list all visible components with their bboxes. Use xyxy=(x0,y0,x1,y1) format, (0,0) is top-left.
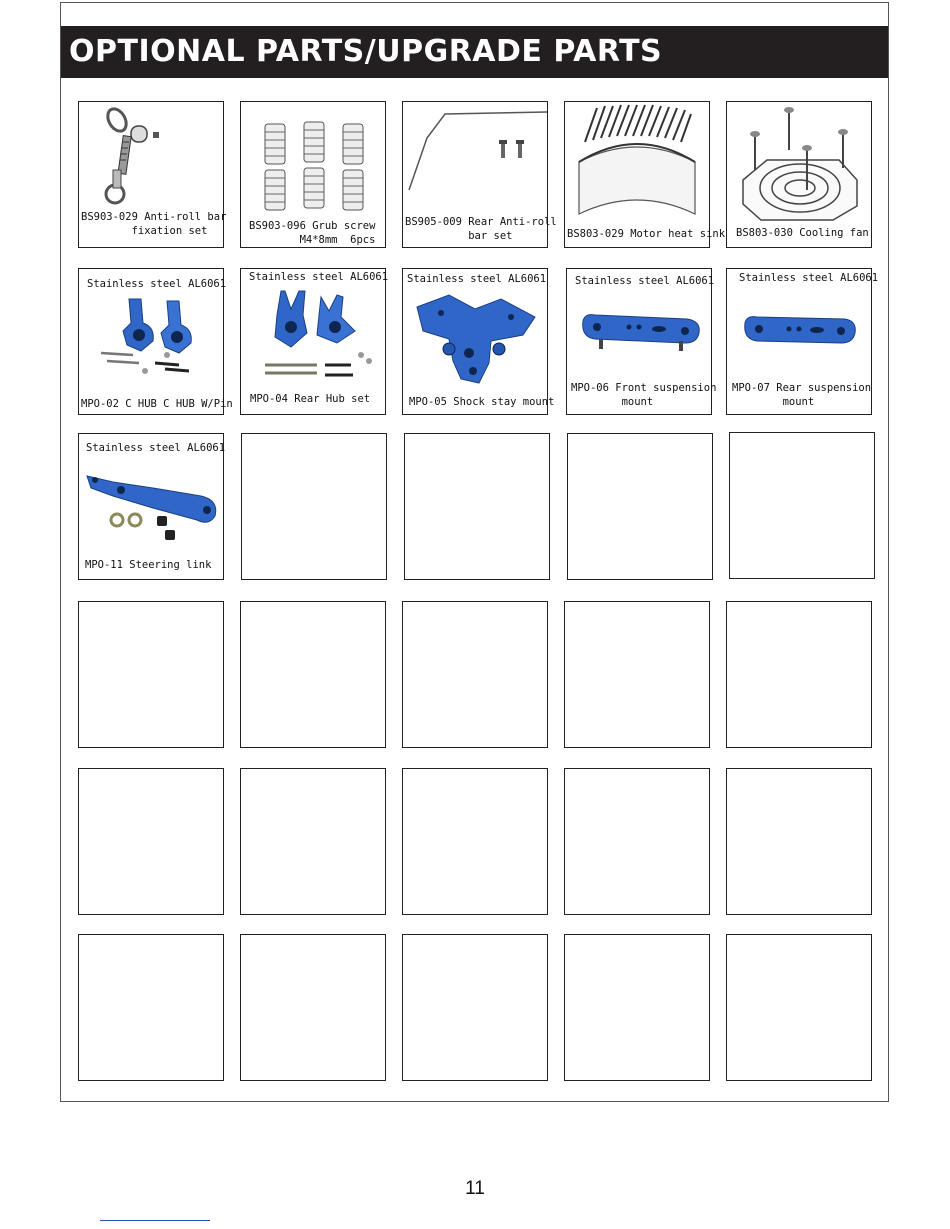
part-caption: MPO-02 C HUB C HUB W/Pin xyxy=(81,398,233,410)
empty-part-cell xyxy=(726,768,872,915)
material-label: Stainless steel AL6061 xyxy=(575,275,715,287)
material-label: Stainless steel AL6061 xyxy=(739,272,879,284)
shock-mount-icon xyxy=(413,291,539,387)
rear-mount-icon xyxy=(741,311,861,355)
empty-part-cell xyxy=(241,433,387,580)
page-title: OPTIONAL PARTS/UPGRADE PARTS xyxy=(69,34,663,69)
empty-part-cell xyxy=(564,601,710,748)
material-label: Stainless steel AL6061 xyxy=(249,271,389,283)
empty-part-cell xyxy=(240,601,386,748)
front-mount-icon xyxy=(579,309,703,359)
part-caption: BS905-009 Rear Anti-roll bar set xyxy=(405,216,557,242)
part-caption: BS903-096 Grub screw M4*8mm 6pcs xyxy=(249,220,376,246)
material-label: Stainless steel AL6061 xyxy=(407,273,547,285)
steering-link-icon xyxy=(83,468,221,548)
part-cell-bs903-029 xyxy=(78,101,227,248)
title-bar xyxy=(61,26,888,78)
part-caption: MPO-11 Steering link xyxy=(85,559,212,571)
material-label: Stainless steel AL6061 xyxy=(86,442,226,454)
heat-sink-icon xyxy=(575,102,699,220)
empty-part-cell xyxy=(564,934,710,1081)
part-caption: MPO-05 Shock stay mount xyxy=(409,396,555,408)
part-caption: BS903-029 Anti-roll bar fixation set xyxy=(81,211,227,237)
empty-part-cell xyxy=(404,433,550,580)
empty-part-cell xyxy=(78,768,224,915)
part-cell-mpo-11 xyxy=(78,433,224,580)
part-caption: MPO-04 Rear Hub set xyxy=(250,393,371,405)
part-cell-mpo-06 xyxy=(566,268,717,415)
empty-part-cell xyxy=(402,601,548,748)
empty-part-cell xyxy=(567,433,713,580)
empty-part-cell xyxy=(240,934,386,1081)
part-cell-bs905-009 xyxy=(402,101,557,248)
part-cell-bs903-096 xyxy=(240,101,386,248)
part-cell-mpo-07 xyxy=(726,268,879,415)
rear-hub-icon xyxy=(251,287,381,383)
cooling-fan-icon xyxy=(737,106,863,222)
empty-part-cell xyxy=(564,768,710,915)
part-cell-mpo-02 xyxy=(78,268,233,415)
empty-part-cell xyxy=(729,432,875,579)
empty-part-cell xyxy=(726,601,872,748)
page-number: 11 xyxy=(465,1178,485,1199)
empty-part-cell xyxy=(726,934,872,1081)
part-cell-bs803-029 xyxy=(564,101,726,248)
part-cell-mpo-04 xyxy=(240,268,389,415)
material-label: Stainless steel AL6061 xyxy=(87,278,227,290)
ball-joint-icon xyxy=(87,102,197,212)
footer-rule xyxy=(100,1220,210,1221)
part-caption: MPO-07 Rear suspension mount xyxy=(732,382,872,408)
part-caption: BS803-029 Motor heat sink xyxy=(567,228,726,240)
empty-part-cell xyxy=(240,768,386,915)
part-caption: MPO-06 Front suspension mount xyxy=(571,382,717,408)
empty-part-cell xyxy=(78,601,224,748)
grub-screws-icon xyxy=(259,120,369,216)
empty-part-cell xyxy=(78,934,224,1081)
part-cell-bs803-030 xyxy=(726,101,872,248)
c-hub-icon xyxy=(97,295,217,381)
empty-part-cell xyxy=(402,768,548,915)
part-cell-mpo-05 xyxy=(402,268,555,415)
empty-part-cell xyxy=(402,934,548,1081)
part-caption: BS803-030 Cooling fan xyxy=(736,227,869,239)
anti-roll-bar-icon xyxy=(403,102,549,202)
